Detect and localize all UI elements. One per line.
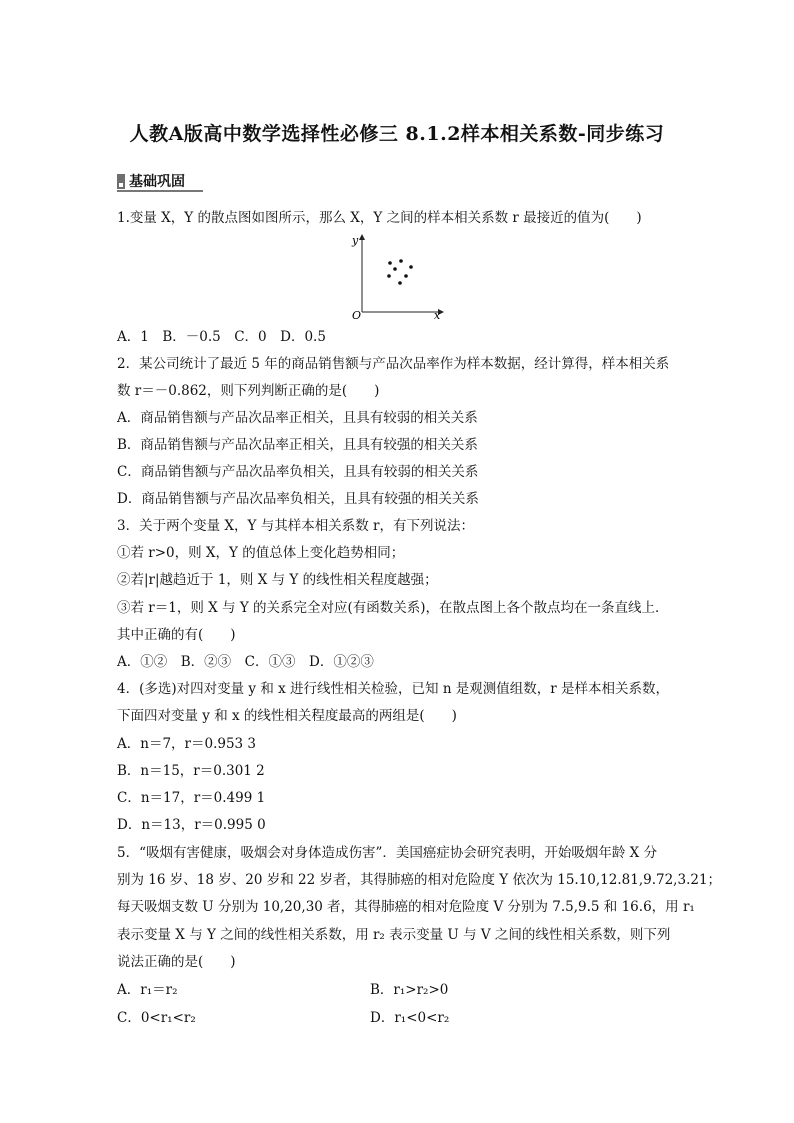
q5-stem-line4: 表示变量 X 与 Y 之间的线性相关系数，用 r₂ 表示变量 U 与 V 之间的线性相关系数，则下列: [117, 927, 671, 943]
q3-stem: 3．关于两个变量 X，Y 与其样本相关系数 r，有下列说法：: [117, 518, 474, 534]
q4-option-b: B．n＝15，r＝0.301 2: [117, 763, 265, 779]
q3-options: A．①② B．②③ C．①③ D．①②③: [117, 654, 374, 670]
section-underline: [117, 190, 203, 192]
q5-option-c: C．0<r₁<r₂: [117, 1010, 196, 1026]
q3-statement-2: ②若|r|越趋近于 1，则 X 与 Y 的线性相关程度越强；: [117, 572, 438, 588]
q5-stem-line5: 说法正确的是( ): [117, 954, 236, 970]
q3-statement-3: ③若 r＝1，则 X 与 Y 的关系完全对应(有函数关系)，在散点图上各个散点均在一条直线上．: [117, 600, 669, 616]
q4-stem-line1: 4．(多选)对四对变量 y 和 x 进行线性相关检验，已知 n 是观测值组数，r 是样本相关系数，: [117, 681, 670, 697]
scatter-point: [409, 265, 413, 269]
q5-stem-line2: 别为 16 岁、18 岁、20 岁和 22 岁者，其得肺癌的相对危险度 Y 依次为 15.10,12.81,9.72,3.21；: [117, 872, 722, 888]
q2-option-b: B．商品销售额与产品次品率正相关，且具有较强的相关关系: [117, 437, 478, 453]
q1-stem: 1.变量 X，Y 的散点图如图所示，那么 X，Y 之间的样本相关系数 r 最接近的值为( ): [117, 210, 642, 226]
section-label: 基础巩固: [129, 174, 185, 190]
y-axis-label: y: [352, 234, 359, 247]
page-title: 人教A版高中数学选择性必修三 8.1.2样本相关系数-同步练习: [129, 123, 665, 145]
q5-stem-line1: 5．“吸烟有害健康，吸烟会对身体造成伤害”．美国癌症协会研究表明，开始吸烟年龄 X 分: [117, 845, 658, 861]
section-marker-icon: [117, 174, 125, 189]
origin-label: O: [352, 309, 362, 322]
scatter-point: [387, 274, 391, 278]
q4-option-c: C．n＝17，r＝0.499 1: [117, 790, 266, 806]
q4-option-a: A．n＝7，r＝0.953 3: [117, 736, 257, 752]
q1-options: A．1 B．－0.5 C．0 D．0.5: [117, 329, 326, 345]
q2-option-c: C．商品销售额与产品次品率负相关，且具有较弱的相关关系: [117, 464, 479, 480]
scatter-point: [388, 261, 392, 265]
q5-option-b: B．r₁>r₂>0: [370, 982, 449, 998]
section-header: [117, 171, 185, 191]
q3-ask: 其中正确的有( ): [117, 627, 236, 643]
q5-option-d: D．r₁<0<r₂: [370, 1010, 450, 1026]
q2-option-d: D．商品销售额与产品次品率负相关，且具有较强的相关关系: [117, 491, 479, 507]
scatter-point: [393, 267, 397, 271]
q5-option-a: A．r₁＝r₂: [117, 982, 178, 998]
q4-stem-line2: 下面四对变量 y 和 x 的线性相关程度最高的两组是( ): [117, 708, 457, 724]
q2-stem-line2: 数 r＝－0.862，则下列判断正确的是( ): [117, 383, 380, 399]
q4-option-d: D．n＝13，r＝0.995 0: [117, 817, 266, 833]
scatter-point: [399, 259, 403, 263]
q3-statement-1: ①若 r>0，则 X，Y 的值总体上变化趋势相同；: [117, 545, 405, 561]
q5-stem-line3: 每天吸烟支数 U 分别为 10,20,30 者，其得肺癌的相对危险度 V 分别为 7.5,9.5 和 16.6，用 r₁: [117, 899, 695, 915]
q2-stem-line1: 2．某公司统计了最近 5 年的商品销售额与产品次品率作为样本数据，经计算得，样本相关系: [117, 356, 670, 372]
y-axis-arrow-icon: [359, 234, 365, 240]
q2-option-a: A．商品销售额与产品次品率正相关，且具有较弱的相关关系: [117, 410, 478, 426]
scatter-point: [404, 274, 408, 278]
x-axis-label: x: [434, 309, 441, 322]
q1-scatter-plot: [340, 232, 450, 322]
scatter-point: [398, 281, 402, 285]
